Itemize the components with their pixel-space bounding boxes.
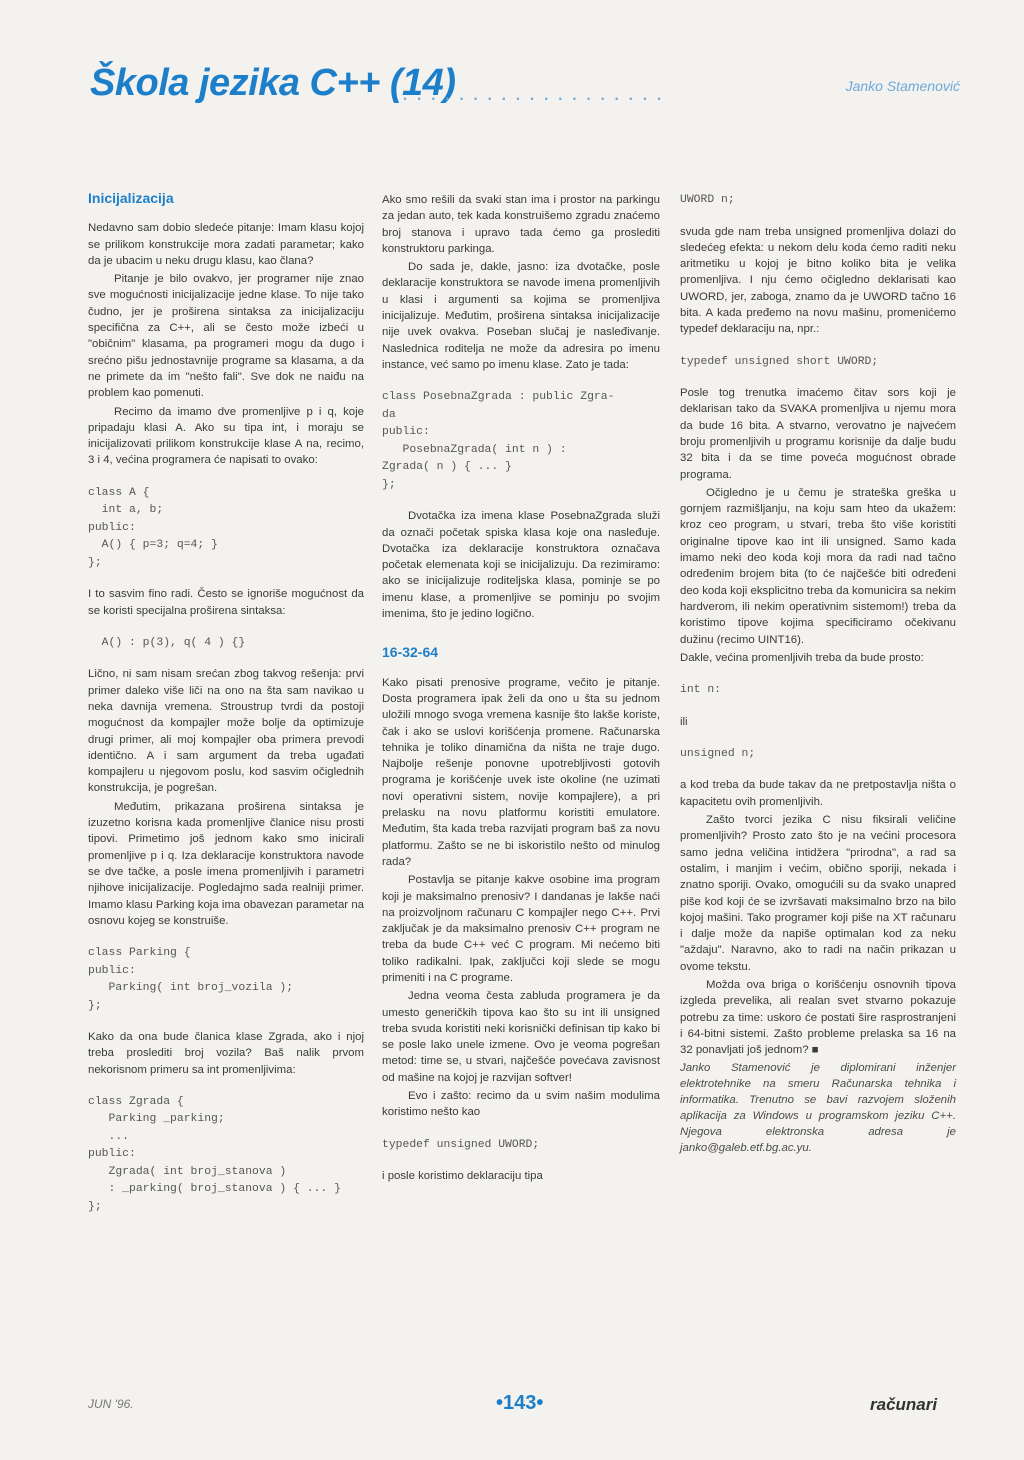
- paragraph: a kod treba da bude takav da ne pretpostavlja ništa o kapacitetu ovih promenljivih.: [680, 779, 956, 808]
- paragraph: Očigledno je u čemu je strateška greška u gornjem razmišljanju, na koju sam hteo da ukažem: kroz ceo program, u stvari, treba što više koristiti originalne tipove kao int ili unsigned. Samo kada imamo neki deo koda koji mora da radi nad tačno određenim brojem bita (to će najčešće biti određeni deo koda koji eksplicitno treba da komunicira sa nekim hardverom, ili nekim operativnim sistemom!) treba da koristimo tipove kojima specificiramo očekivanu dužinu (recimo UINT16).: [680, 486, 956, 646]
- paragraph: ili: [680, 715, 688, 728]
- author-bio: Janko Stamenović je diplomirani inženjer elektrotehnike na smeru Računarska tehnika i informatika. Trenutno se bavi razvojem složenih aplikacija za Windows u programskom jeziku C++. Njegova elektronska adresa je janko@galeb.etf.bg.ac.yu.: [680, 1062, 956, 1155]
- paragraph: Ako smo rešili da svaki stan ima i prostor na parkingu za jedan auto, tek kada konstruišemo zgradu znaćemo broj stanova i upravo tada ćemo ga proslediti konstruktoru parkinga.: [382, 194, 660, 255]
- code-block: int n:: [680, 684, 722, 697]
- paragraph: Kako pisati prenosive programe, večito je pitanje. Dosta programera ipak želi da ono u šta su jednom uložili mnogo svoga vremena kasnije što lakše koriste, čak i ako se uslovi korišćenja promene. Računarska tehnika je toliko dinamična da ništa ne traje dugo. Najbolje rešenje ponovne upotrebljivosti gotovih programa je korišćenje uvek iste okoline (ne uzimati novi operativni sistem, novije kompajlere), a pri prelasku na novu platformu koristiti emulatore. Međutim, šta kada treba razvijati program baš za novu platformu. Zašto se ne bi iskoristilo nešto od minulog rada?: [382, 676, 660, 868]
- code-block: A() : p(3), q( 4 ) {}: [88, 636, 246, 649]
- code-block: class A { int a, b; public: A() { p=3; q=4; } };: [88, 486, 218, 569]
- article-author: Janko Stamenović: [845, 78, 960, 94]
- paragraph: Do sada je, dakle, jasno: iza dvotačke, posle deklaracije konstruktora se navode imena promenljivih u klasi i argumenti sa kojima se promenljiva inicijalizuje. Međutim, proširena sintaksa inicijalizacije nije uvek ovakva. Poseban slučaj je nasleđivanje. Naslednica roditelja ne može da adresira po imenu instance, već samo po imenu klase. Zato je tada:: [382, 261, 660, 371]
- magazine-name: računari: [870, 1395, 938, 1414]
- paragraph: Zašto tvorci jezika C nisu fiksirali veličine promenljivih? Prosto zato što je na većini procesora samo jedna veličina intidžera "prirodna", a rad sa ostalim, i manjim i većim, obično sporiji, nekada i znatno sporiji. Ovako, omogućili su da svako unapred piše kod koji će se izvršavati maksimalno brzo na bilo kojoj mašini. Tako programer koji piše na XT računaru i dalje može da napiše optimalan kod za neku "aždaju". Naravno, ako to radi na način prikazan u ovome tekstu.: [680, 814, 956, 973]
- paragraph: svuda gde nam treba unsigned promenljiva dolazi do sledećeg efekta: u nekom delu koda ćemo raditi neku aritmetiku u kojoj je bitno koliko bita je velika promenljiva. I nju ćemo očigledno deklarisati kao UWORD, jer, zaboga, znamo da je UWORD tačno 16 bita. A kada pređemo na novu mašinu, promenićemo typedef deklaraciju na, npr.:: [680, 225, 956, 336]
- column-2: [382, 192, 660, 1186]
- page-number: •143•: [496, 1392, 544, 1414]
- article-title: Škola jezika C++ (14): [90, 62, 456, 104]
- paragraph: Pitanje je bilo ovakvo, jer programer nije znao sve mogućnosti inicijalizacije jedne klase. To nije tako čudno, jer je proširena sintaksa za inicijalizaciju specifična za C++, ali se često može izbeći u "običnim" klasama, pa programeri mogu da dugo i srećno pišu jednostavnije programe sa klasama, a da ne primete da im "nešto fali". Sve dok ne naiđu na problem kao pomenuti.: [88, 273, 364, 400]
- paragraph: Recimo da imamo dve promenljive p i q, koje pripadaju klasi A. Ako su tipa int, i moraju se inicijalizovati prilikom konstrukcije klase A na, recimo, 3 i 4, većina programera će napisati to ovako:: [88, 405, 364, 467]
- title-leader-dots: ...................: [402, 80, 671, 105]
- code-block: UWORD n;: [680, 194, 735, 206]
- paragraph: Dakle, većina promenljivih treba da bude prosto:: [680, 651, 924, 664]
- article-header: [90, 62, 960, 112]
- column-1: [88, 190, 364, 1230]
- paragraph: Međutim, prikazana proširena sintaksa je izuzetno korisna kada promenljive članice nisu prosti tipovi. Primetimo još jednom kako smo inicirali promenljive p i q. Iza deklaracije konstruktora navode se dve tačke, a posle imena promenljivih i parametri njihove inicijalizacije. Pogledajmo sada realniji primer. Imamo klasu Parking koja ima obavezan parametar na osnovu kojeg se konstruiše.: [88, 800, 364, 927]
- paragraph: Evo i zašto: recimo da u svim našim modulima koristimo nešto kao: [382, 1090, 660, 1119]
- paragraph: Posle tog trenutka imaćemo čitav sors koji je deklarisan tako da SVAKA promenljiva u njemu mora da bude 16 bita. A stvarno, verovatno je najvećem broju promenljivih u programu korisnije da dalje budu 32 bita i da se time poveća mogućnost obrade programa.: [680, 387, 956, 481]
- paragraph: i posle koristimo deklaraciju tipa: [382, 1170, 543, 1183]
- code-block: class PosebnaZgrada : public Zgra- da public: PosebnaZgrada( int n ) : Zgrada( n ) { ... } };: [382, 391, 615, 491]
- paragraph: I to sasvim fino radi. Često se ignoriše mogućnost da se koristi specijalna proširena sintaksa:: [88, 588, 364, 617]
- paragraph: Možda ova briga o korišćenju osnovnih tipova izgleda prevelika, ali realan svet stvarno pokazuje potrebu za time: uskoro će postati šire rasprostranjeni i 64-bitni sistemi. Zašto probleme prelaska sa 16 na 32 ponavljati još jednom? ■: [680, 978, 956, 1057]
- code-block: class Zgrada { Parking _parking; ... public: Zgrada( int broj_stanova ) : _parking( broj_stanova ) { ... } };: [88, 1095, 341, 1213]
- code-block: typedef unsigned UWORD;: [382, 1138, 540, 1151]
- section-heading-inicijalizacija: Inicijalizacija: [88, 190, 174, 206]
- paragraph: Postavlja se pitanje kakve osobine ima program koji je maksimalno prenosiv? I dandanas je lakše naći na proizvoljnom računaru C kompajler nego C++. Prvi zaključak je da maksimalno prenosiv C++ program ne treba da bude C++ već C program. Mi nećemo biti toliko radikalni. Ipak, zaključci koji slede se mogu primeniti i na C programe.: [382, 874, 660, 984]
- section-heading-16-32-64: 16-32-64: [382, 644, 439, 661]
- paragraph: Jedna veoma česta zabluda programera je da umesto generičkih tipova kao što su int ili unsigned treba svuda koristiti neki korisnički definisan tip kako bi se posle lako unele izmene. Ovo je veoma pogrešan metod: time se, u stvari, najčešće povećava zavisnost od mašine na kojoj je razvijan softver!: [382, 990, 660, 1084]
- column-3: [680, 192, 956, 1158]
- code-block: unsigned n;: [680, 747, 756, 760]
- code-block: typedef unsigned short UWORD;: [680, 355, 879, 368]
- paragraph: Lično, ni sam nisam srećan zbog takvog rešenja: prvi primer daleko više liči na ono na šta sam navikao u neka davnija vremena. Stroustrup tvrdi da postoji mogućnost da kompajler može bolje da optimizuje drugi primer, ali moj kompajler oba primera prevodi identično. A i sam argument da treba ugađati kompajleru u njegovom poslu, kod sasvim očiglednih konstrukcija, je pogrešan.: [88, 668, 364, 795]
- issue-date: JUN '96.: [88, 1397, 134, 1411]
- paragraph: Kako da ona bude članica klase Zgrada, ako i njoj treba proslediti broj vozila? Baš nalik prvom nekorisnom primeru sa int promenljivima:: [88, 1031, 364, 1076]
- paragraph: Dvotačka iza imena klase PosebnaZgrada služi da označi početak spiska klasa koje ona nasleđuje. Dvotačka iza deklaracije konstruktora označava početak elemenata koji se inicijalizuju. Da rezimiramo: ako se inicijalizuje roditeljska klasa, pominje se po imenu klase, a promenljive se pominju po svojim imenima, što je jedino logično.: [382, 510, 660, 621]
- code-block: class Parking { public: Parking( int broj_vozila ); };: [88, 947, 294, 1012]
- paragraph: Nedavno sam dobio sledeće pitanje: Imam klasu kojoj se prilikom konstrukcije mora zadati parametar; kako da je ubacim u neku drugu klasu, kao člana?: [88, 222, 364, 267]
